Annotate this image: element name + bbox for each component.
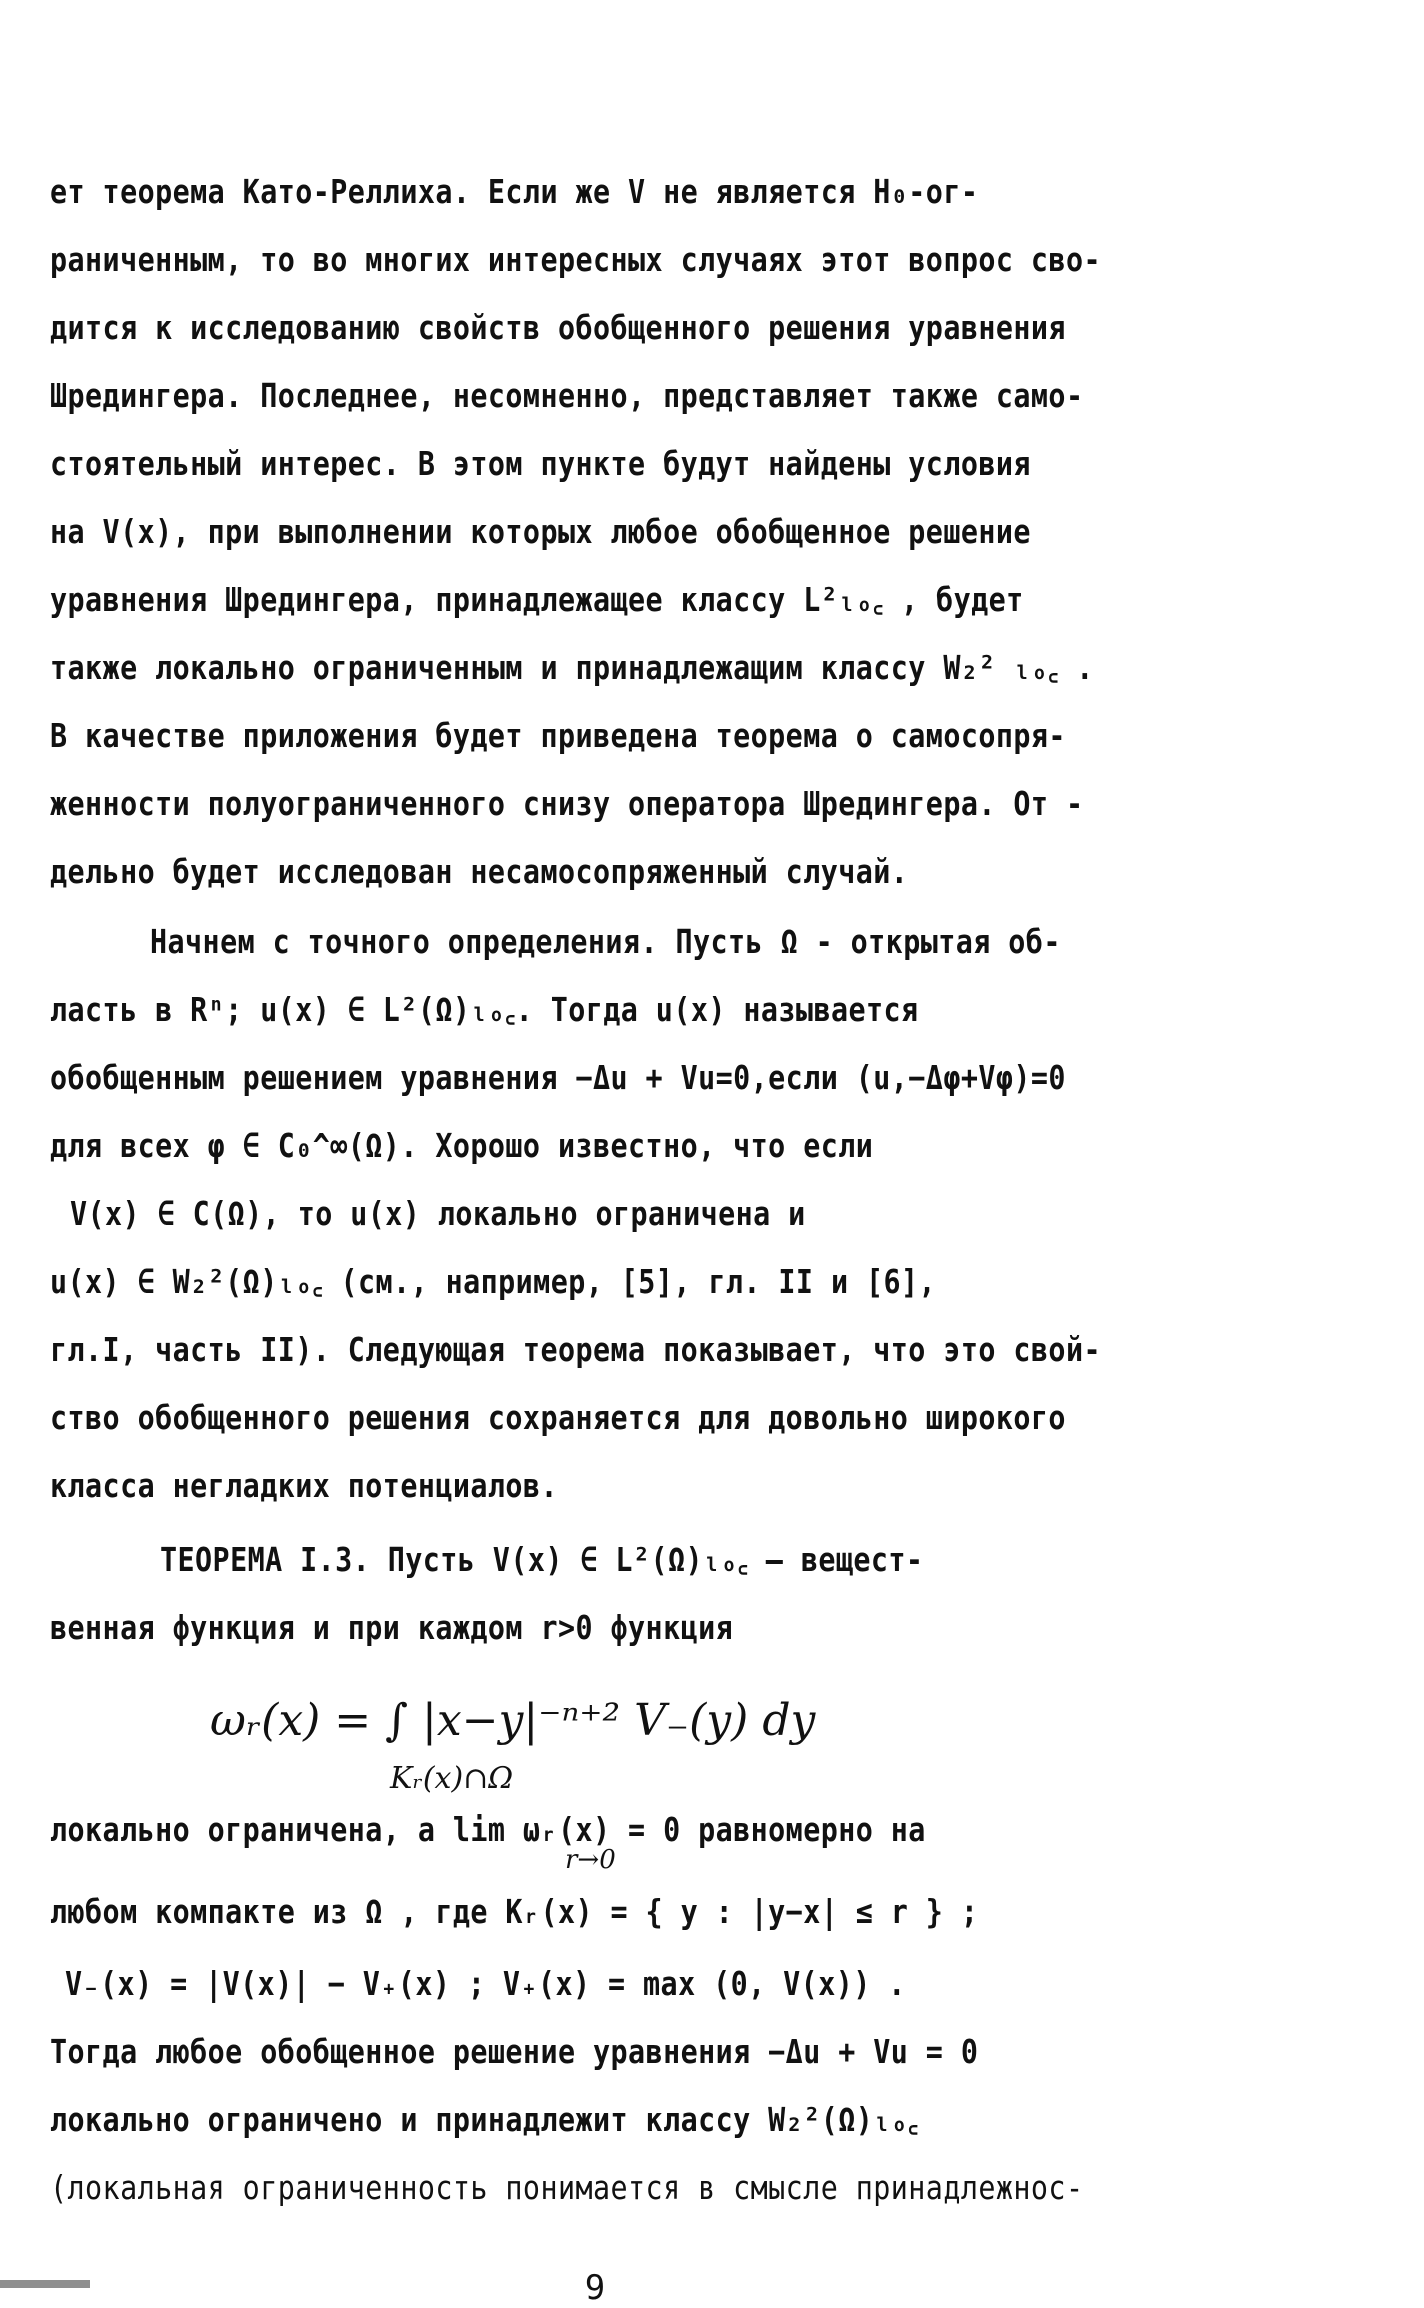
formula-integration-domain: Kᵣ(x)∩Ω	[390, 1761, 514, 1796]
text-line-27: локально ограничено и принадлежит классу W₂²(Ω)ₗₒ꜀	[50, 2100, 919, 2139]
text-line-26: Тогда любое обобщенное решение уравнения −Δu + Vu = 0	[50, 2032, 979, 2071]
text-line-6: на V(x), при выполнении которых любое обобщенное решение	[50, 512, 1031, 551]
page-number: 9	[584, 2268, 606, 2308]
text-line-14: обобщенным решением уравнения −Δu + Vu=0,если (u,−Δφ+Vφ)=0	[50, 1058, 1066, 1097]
text-line-5: стоятельный интерес. В этом пункте будут найдены условия	[50, 444, 1031, 483]
text-line-23: локально ограничена, а lim ωᵣ(x) = 0 равномерно на	[50, 1810, 926, 1849]
text-line-21: ТЕОРЕМА I.3. Пусть V(x) ∈ L²(Ω)ₗₒ꜀ — вещест-	[160, 1540, 924, 1579]
text-line-13: ласть в Rⁿ; u(x) ∈ L²(Ω)ₗₒ꜀. Тогда u(x) называется	[50, 990, 919, 1029]
text-line-19: ство обобщенного решения сохраняется для довольно широкого	[50, 1398, 1066, 1437]
text-line-2: раниченным, то во многих интересных случаях этот вопрос сво-	[50, 240, 1101, 279]
text-line-7: уравнения Шредингера, принадлежащее классу L²ₗₒ꜀ , будет	[50, 580, 1024, 619]
text-line-25: V₋(x) = |V(x)| − V₊(x) ; V₊(x) = max (0, V(x)) .	[65, 1964, 906, 2003]
text-line-11: дельно будет исследован несамосопряженный случай.	[50, 852, 909, 891]
text-line-9: В качестве приложения будет приведена теорема о самосопря-	[50, 716, 1066, 755]
text-line-16: V(x) ∈ C(Ω), то u(x) локально ограничена и	[70, 1194, 806, 1233]
text-line-4: Шредингера. Последнее, несомненно, представляет также само-	[50, 376, 1084, 415]
text-line-10: женности полуограниченного снизу оператора Шредингера. От -	[50, 784, 1084, 823]
integral-formula	[210, 1695, 1110, 1815]
text-line-12: Начнем с точного определения. Пусть Ω - открытая об-	[150, 922, 1061, 961]
text-line-15: для всех φ ∈ C₀^∞(Ω). Хорошо известно, что если	[50, 1126, 874, 1165]
text-line-28: (локальная ограниченность понимается в смысле принадлежнос-	[50, 2168, 1084, 2207]
formula-main: ωᵣ(x) = ∫ |x−y|⁻ⁿ⁺² V₋(y) dy	[210, 1695, 816, 1746]
text-line-8: также локально ограниченным и принадлежащим классу W₂² ₗₒ꜀ .	[50, 648, 1094, 687]
scan-edge-mark	[0, 2280, 90, 2288]
lim-subscript: r→0	[565, 1845, 616, 1875]
text-line-22: венная функция и при каждом r>0 функция	[50, 1608, 734, 1647]
text-line-18: гл.I, часть II). Следующая теорема показывает, что это свой-	[50, 1330, 1101, 1369]
text-line-24: любом компакте из Ω , где Kᵣ(x) = { y : |y−x| ≤ r } ;	[50, 1892, 979, 1931]
text-line-3: дится к исследованию свойств обобщенного решения уравнения	[50, 308, 1066, 347]
text-line-1: ет теорема Като-Реллиха. Если же V не является H₀-ог-	[50, 172, 979, 211]
text-line-20: класса негладких потенциалов.	[50, 1466, 558, 1505]
text-line-17: u(x) ∈ W₂²(Ω)ₗₒ꜀ (см., например, [5], гл. II и [6],	[50, 1262, 937, 1301]
